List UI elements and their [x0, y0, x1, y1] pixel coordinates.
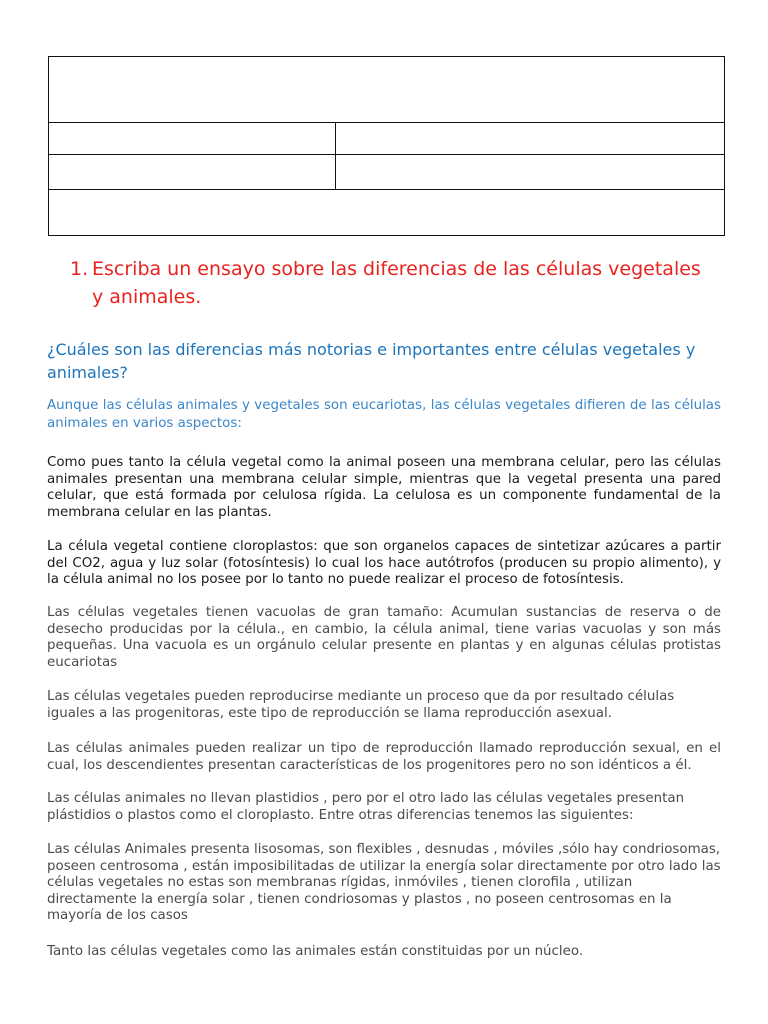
section-subtitle: ¿Cuáles son las diferencias más notorias e importantes entre células vegetales y animales?: [47, 340, 696, 382]
question-number: 1.: [70, 258, 89, 280]
question-text: Escriba un ensayo sobre las diferencias de las células vegetales y animales.: [92, 258, 701, 308]
paragraph-vacuoles: Las células vegetales tienen vacuolas de gran tamaño: Acumulan sustancias de reserva o de desecho producidas por la célula., en cambio, la célula animal, tiene varias vacuolas y son más pequeñas. Una vacuola es un orgánulo celular presente en plantas y en algunas células protistas eucariotas: [47, 605, 721, 670]
paragraph-membrane: Como pues tanto la célula vegetal como la animal poseen una membrana celular, pero las células animales presentan una membrana celular simple, mientras que la vegetal presenta una pared celular, que está formada por celulosa rígida. La celulosa es un componente fundamental de la membrana celular en las plantas.: [47, 455, 721, 520]
table-row-divider: [49, 189, 724, 190]
table-row-divider: [49, 154, 724, 155]
paragraph-plastids: Las células animales no llevan plastidios , pero por el otro lado las células vegetales presentan plástidios o plastos como el cloroplasto. Entre otras diferencias tenemos las siguientes:: [47, 791, 685, 823]
paragraph-sexual: Las células animales pueden realizar un tipo de reproducción llamado reproducción sexual, en el cual, los descendientes presentan características de los progenitores pero no son idénticos a él.: [47, 741, 721, 773]
intro-paragraph: Aunque las células animales y vegetales son eucariotas, las células vegetales difieren de las células animales en varios aspectos:: [47, 398, 721, 431]
header-table: [48, 56, 725, 236]
paragraph-chloroplasts: La célula vegetal contiene cloroplastos: que son organelos capaces de sintetizar azúcares a partir del CO2, agua y luz solar (fotosíntesis) lo cual los hace autótrofos (producen su propio alimento), y la célula animal no los posee por lo tanto no puede realizar el proceso de fotosíntesis.: [47, 539, 721, 587]
table-column-divider: [335, 122, 336, 189]
paragraph-differences: Las células Animales presenta lisosomas, son flexibles , desnudas , móviles ,sólo hay condriosomas, poseen centrosoma , están imposibilitadas de utilizar la energía solar directamente por otro lado las células vegetales no estas son membranas rígidas, inmóviles , tienen clorofila , utilizan directamente la energía solar , tienen condriosomas y plastos , no poseen centrosomas en la mayoría de los casos: [47, 842, 721, 923]
table-row-divider: [49, 122, 724, 123]
paragraph-nucleus: Tanto las células vegetales como las animales están constituidas por un núcleo.: [47, 944, 584, 959]
paragraph-asexual: Las células vegetales pueden reproducirse mediante un proceso que da por resultado células iguales a las progenitoras, este tipo de reproducción se llama reproducción asexual.: [47, 689, 675, 721]
question-heading: [70, 255, 710, 311]
